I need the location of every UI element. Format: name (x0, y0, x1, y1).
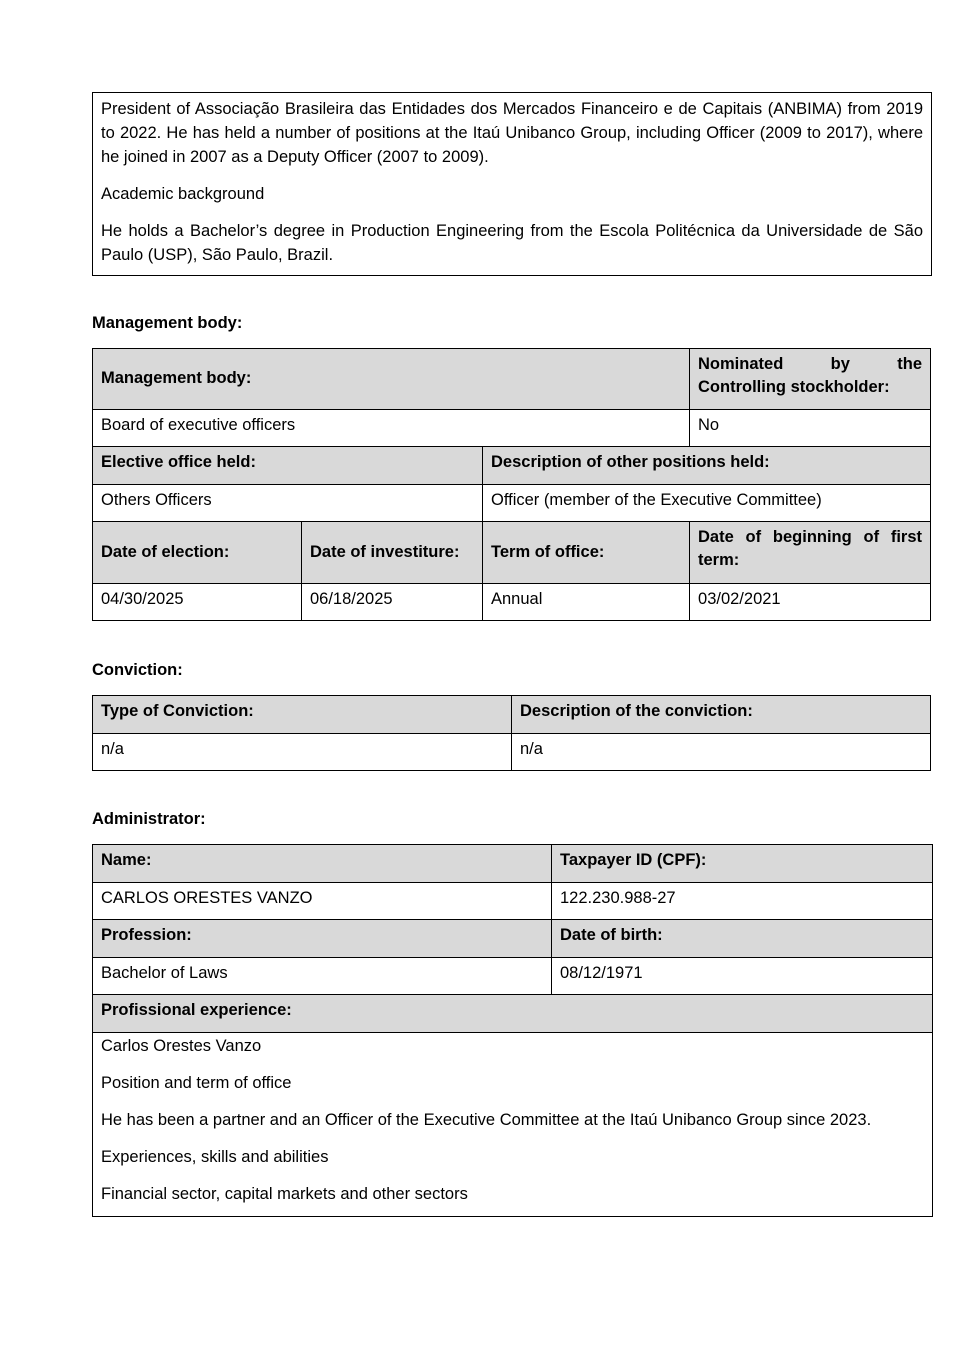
table-row (93, 734, 931, 771)
profession-header: Profession: (93, 920, 552, 958)
name-header: Name: (93, 845, 552, 883)
experience-cell (93, 1033, 933, 1217)
date-election-header: Date of election: (93, 522, 302, 584)
elective-office-value: Others Officers (93, 485, 483, 522)
date-investiture-value: 06/18/2025 (302, 584, 483, 621)
table-row (93, 485, 931, 522)
management-body-title: Management body: (92, 314, 243, 332)
type-conviction-value: n/a (93, 734, 512, 771)
nominated-header: Nominated by the Controlling stockholder: (690, 349, 931, 410)
management-body-header: Management body: (93, 349, 690, 410)
date-election-value: 04/30/2025 (93, 584, 302, 621)
table-row (93, 410, 931, 447)
conviction-table (92, 695, 931, 771)
previous-experience-box (92, 92, 932, 276)
profession-value: Bachelor of Laws (93, 958, 552, 995)
experience-line: Financial sector, capital markets and other sectors (101, 1185, 468, 1203)
type-conviction-header: Type of Conviction: (93, 696, 512, 734)
table-row (93, 958, 933, 995)
management-body-table (92, 348, 931, 621)
management-body-value: Board of executive officers (93, 410, 690, 447)
other-positions-value: Officer (member of the Executive Committee) (483, 485, 931, 522)
table-row (93, 584, 931, 621)
date-first-term-value: 03/02/2021 (690, 584, 931, 621)
administrator-title: Administrator: (92, 810, 206, 828)
conviction-title: Conviction: (92, 661, 183, 679)
table-row (93, 696, 931, 734)
table-row (93, 845, 933, 883)
table-row (93, 522, 931, 584)
nominated-value: No (690, 410, 931, 447)
birth-header: Date of birth: (552, 920, 933, 958)
description-conviction-header: Description of the conviction: (512, 696, 931, 734)
table-row (93, 995, 933, 1033)
name-value: CARLOS ORESTES VANZO (93, 883, 552, 920)
experience-line: Position and term of office (101, 1074, 292, 1092)
experience-line: He has been a partner and an Officer of the Executive Committee at the Itaú Unibanco Group since 2023. (101, 1111, 872, 1129)
date-investiture-header: Date of investiture: (302, 522, 483, 584)
table-row (93, 920, 933, 958)
table-row (93, 349, 931, 410)
experience-header: Profissional experience: (93, 995, 933, 1033)
academic-background-text: He holds a Bachelor’s degree in Production Engineering from the Escola Politécnica da Universidade de São Paulo (USP), São Paulo, Brazil. (101, 222, 923, 264)
cpf-value: 122.230.988-27 (552, 883, 933, 920)
term-office-value: Annual (483, 584, 690, 621)
description-conviction-value: n/a (512, 734, 931, 771)
table-row (93, 447, 931, 485)
other-positions-header: Description of other positions held: (483, 447, 931, 485)
administrator-table (92, 844, 933, 1217)
birth-value: 08/12/1971 (552, 958, 933, 995)
table-row (93, 1033, 933, 1217)
experience-line: Experiences, skills and abilities (101, 1148, 329, 1166)
experience-line: Carlos Orestes Vanzo (101, 1037, 262, 1055)
elective-office-header: Elective office held: (93, 447, 483, 485)
experience-paragraph: President of Associação Brasileira das Entidades dos Mercados Financeiro e de Capitais (ANBIMA) from 2019 to 2022. He has held a number of positions at the Itaú Unibanco Group, including Officer (2009 to 2017), where he joined in 2007 as a Deputy Officer (2007 to 2009). (101, 100, 923, 166)
cpf-header: Taxpayer ID (CPF): (552, 845, 933, 883)
date-first-term-header: Date of beginning of first term: (690, 522, 931, 584)
term-office-header: Term of office: (483, 522, 690, 584)
table-row (93, 883, 933, 920)
academic-background-heading: Academic background (101, 185, 265, 203)
